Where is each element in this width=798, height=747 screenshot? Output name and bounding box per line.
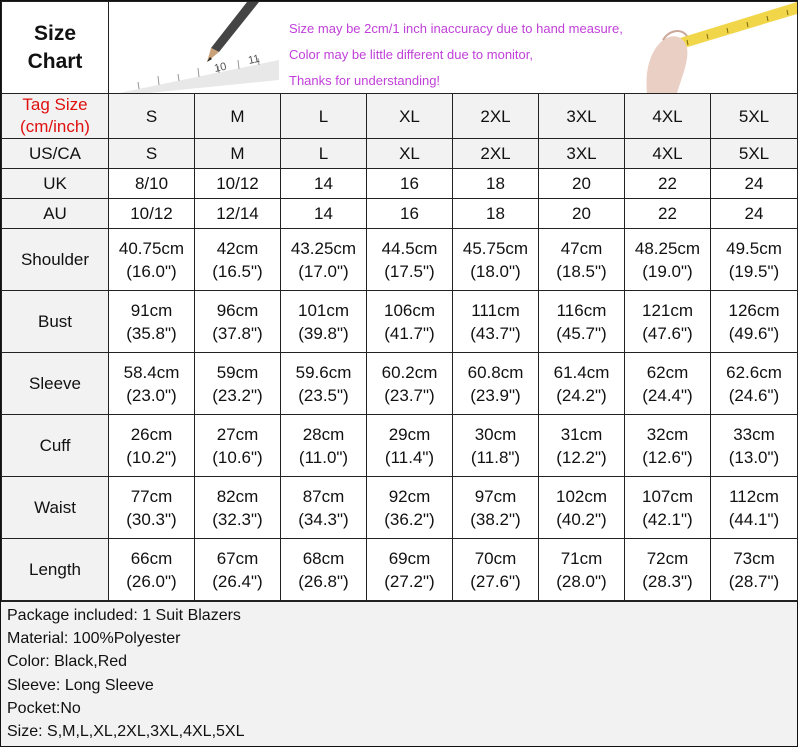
svg-text:11: 11 (247, 52, 261, 67)
tag-size-label (2, 94, 109, 139)
inch-value: (24.2") (556, 385, 607, 405)
cm-value: 111cm (471, 300, 520, 320)
measure-cell (711, 477, 798, 539)
cm-value: 32cm (646, 424, 689, 444)
inch-value: (36.2") (384, 509, 435, 529)
au-cell: 12/14 (195, 199, 281, 229)
cm-value: 97cm (474, 486, 517, 506)
measure-cell (625, 353, 711, 415)
inch-value: (24.6") (728, 385, 780, 405)
cm-value: 31cm (560, 424, 603, 444)
sizes-text: Size: S,M,L,XL,2XL,3XL,4XL,5XL (7, 723, 245, 741)
inch-value: (42.1") (642, 509, 693, 529)
measure-cell (281, 291, 367, 353)
package-included-text: Package included: 1 Suit Blazers (7, 607, 241, 624)
cm-value: 72cm (646, 548, 689, 568)
au-row (2, 199, 798, 229)
measure-cell (109, 229, 195, 291)
cm-value: 62cm (646, 362, 689, 382)
measure-cell (367, 353, 453, 415)
tag-size-cell: 4XL (625, 94, 711, 139)
inch-value: (23.5") (298, 385, 349, 405)
inch-value: (37.8") (212, 323, 263, 343)
au-cell: 24 (711, 199, 798, 229)
bust-row (2, 291, 798, 353)
cm-value: 87cm (302, 486, 345, 506)
cm-value: 26cm (130, 424, 173, 444)
cm-value: 67cm (216, 548, 259, 568)
inch-value: (28.0") (556, 571, 607, 591)
cm-value: 27cm (216, 424, 259, 444)
tag-size-row (2, 94, 798, 139)
shoulder-label: Shoulder (2, 229, 109, 291)
material-text: Material: 100%Polyester (7, 630, 181, 648)
sleeve-row (2, 353, 798, 415)
cm-value: 29cm (388, 424, 431, 444)
cm-value: 62.6cm (726, 362, 782, 382)
inch-value: (40.2") (556, 509, 607, 529)
svg-text:10: 10 (213, 60, 228, 75)
measure-cell (195, 229, 281, 291)
inch-value: (38.2") (470, 509, 521, 529)
inch-value: (41.7") (384, 323, 435, 343)
inch-value: (12.6") (642, 447, 693, 467)
size-chart-title (2, 2, 109, 94)
uk-cell: 14 (281, 169, 367, 199)
measure-cell (711, 229, 798, 291)
cm-value: 107cm (641, 486, 694, 506)
cm-value: 30cm (474, 424, 517, 444)
cm-value: 59cm (216, 362, 259, 382)
measure-cell (453, 229, 539, 291)
inch-value: (11.8") (470, 447, 521, 467)
tag-size-cell: M (195, 94, 281, 139)
cm-value: 44.5cm (381, 238, 438, 258)
note-line-3: Thanks for understanding! (289, 73, 441, 88)
cuff-label: Cuff (2, 415, 109, 477)
measure-cell (367, 539, 453, 601)
pocket-text: Pocket:No (7, 699, 81, 717)
inch-value: (11.0") (298, 447, 349, 467)
measure-cell (453, 291, 539, 353)
tag-size-cell: 3XL (539, 94, 625, 139)
inch-value: (16.0") (126, 261, 177, 281)
cm-value: 73cm (733, 548, 775, 568)
uk-cell: 18 (453, 169, 539, 199)
cm-value: 59.6cm (295, 362, 352, 382)
cm-value: 40.75cm (118, 238, 185, 258)
cuff-row (2, 415, 798, 477)
size-table (1, 1, 798, 601)
measure-cell (711, 291, 798, 353)
waist-row (2, 477, 798, 539)
uk-cell: 10/12 (195, 169, 281, 199)
inch-value: (30.3") (126, 509, 177, 529)
measure-cell (453, 353, 539, 415)
inch-value: (28.7") (728, 571, 780, 591)
inch-value: (16.5") (212, 261, 263, 281)
cm-value: 82cm (216, 486, 259, 506)
sleeve-text: Sleeve: Long Sleeve (7, 676, 154, 694)
cm-value: 96cm (216, 300, 259, 320)
cm-value: 116cm (556, 300, 607, 320)
inch-value: (23.0") (126, 385, 177, 405)
waist-label: Waist (2, 477, 109, 539)
au-cell: 22 (625, 199, 711, 229)
us-ca-cell: 5XL (711, 139, 798, 169)
color-text: Color: Black,Red (7, 653, 128, 671)
measure-cell (625, 477, 711, 539)
pencil-ruler-illustration (119, 2, 279, 93)
inch-value: (27.2") (384, 571, 435, 591)
inch-value: (28.3") (642, 571, 693, 591)
measure-cell (281, 477, 367, 539)
measure-cell (109, 353, 195, 415)
tag-size-cell: 2XL (453, 94, 539, 139)
inch-value: (23.7") (384, 385, 435, 405)
measure-cell (367, 291, 453, 353)
au-cell: 16 (367, 199, 453, 229)
cm-value: 126cm (728, 300, 780, 320)
measure-cell (539, 353, 625, 415)
measure-cell (711, 539, 798, 601)
inch-value: (23.9") (470, 385, 521, 405)
cm-value: 49.5cm (726, 238, 782, 258)
au-cell: 14 (281, 199, 367, 229)
inch-value: (39.8") (298, 323, 349, 343)
tag-size-cell: 5XL (711, 94, 798, 139)
measure-cell (539, 415, 625, 477)
title-line-1: Size (33, 21, 77, 45)
measure-cell (711, 353, 798, 415)
cm-value: 102cm (555, 486, 608, 506)
tag-size-cell: L (281, 94, 367, 139)
measure-cell (453, 415, 539, 477)
us-ca-cell: M (195, 139, 281, 169)
us-ca-cell: 4XL (625, 139, 711, 169)
measure-cell (195, 353, 281, 415)
inch-value: (43.7") (470, 323, 521, 343)
measure-cell (367, 477, 453, 539)
cm-value: 43.25cm (290, 238, 357, 258)
measure-cell (539, 477, 625, 539)
inch-value: (19.0") (642, 261, 693, 281)
us-ca-cell: 3XL (539, 139, 625, 169)
cm-value: 28cm (302, 424, 345, 444)
measure-cell (453, 477, 539, 539)
cm-value: 71cm (560, 548, 603, 568)
measure-cell (109, 291, 195, 353)
measure-cell (625, 291, 711, 353)
measure-cell (539, 291, 625, 353)
length-row (2, 539, 798, 601)
cm-value: 60.8cm (467, 362, 524, 382)
measurement-note-banner (109, 2, 798, 94)
note-line-1: Size may be 2cm/1 inch inaccuracy due to hand measure, (289, 21, 623, 36)
inch-value: (10.2") (126, 447, 177, 467)
measure-cell (625, 229, 711, 291)
us-ca-cell: 2XL (453, 139, 539, 169)
shoulder-row (2, 229, 798, 291)
measure-cell (453, 539, 539, 601)
measure-cell (195, 291, 281, 353)
inch-value: (17.0") (298, 261, 349, 281)
inch-value: (11.4") (384, 447, 435, 467)
measure-cell (281, 229, 367, 291)
tag-size-cell: S (109, 94, 195, 139)
cm-value: 112cm (729, 486, 779, 506)
hand-tape-measure-illustration (627, 2, 797, 93)
measure-cell (539, 229, 625, 291)
au-cell: 20 (539, 199, 625, 229)
cm-value: 47cm (560, 238, 603, 258)
sleeve-label: Sleeve (2, 353, 109, 415)
us-ca-cell: L (281, 139, 367, 169)
cm-value: 106cm (383, 300, 436, 320)
cm-value: 60.2cm (381, 362, 438, 382)
inch-value: (26.4") (212, 571, 263, 591)
uk-cell: 22 (625, 169, 711, 199)
cm-value: 69cm (388, 548, 431, 568)
tag-size-cell: XL (367, 94, 453, 139)
length-label: Length (2, 539, 109, 601)
inch-value: (23.2") (212, 385, 263, 405)
inch-value: (24.4") (642, 385, 693, 405)
measure-cell (195, 415, 281, 477)
inch-value: (49.6") (728, 323, 780, 343)
us-ca-label: US/CA (2, 139, 109, 169)
title-line-2: Chart (27, 49, 83, 73)
measure-cell (281, 415, 367, 477)
inch-value: (32.3") (212, 509, 263, 529)
inch-value: (10.6") (212, 447, 263, 467)
measure-cell (367, 229, 453, 291)
cm-value: 48.25cm (634, 238, 701, 258)
cm-value: 61.4cm (553, 362, 610, 382)
measure-cell (711, 415, 798, 477)
inch-value: (13.0") (728, 447, 780, 467)
tag-size-label-line-2: (cm/inch) (20, 117, 90, 136)
au-label: AU (2, 199, 109, 229)
inch-value: (45.7") (556, 323, 607, 343)
inch-value: (44.1") (728, 509, 780, 529)
uk-cell: 20 (539, 169, 625, 199)
uk-row (2, 169, 798, 199)
inch-value: (26.0") (126, 571, 177, 591)
measure-cell (539, 539, 625, 601)
cm-value: 70cm (474, 548, 517, 568)
inch-value: (12.2") (556, 447, 607, 467)
cm-value: 77cm (130, 486, 173, 506)
inch-value: (17.5") (384, 261, 435, 281)
cm-value: 121cm (641, 300, 694, 320)
uk-cell: 24 (711, 169, 798, 199)
measure-cell (625, 539, 711, 601)
cm-value: 92cm (388, 486, 431, 506)
inch-value: (34.3") (298, 509, 349, 529)
us-ca-cell: XL (367, 139, 453, 169)
uk-label: UK (2, 169, 109, 199)
product-info-panel (1, 601, 797, 746)
measure-cell (195, 539, 281, 601)
measurement-notes (289, 16, 623, 94)
measure-cell (109, 477, 195, 539)
tag-size-label-line-1: Tag Size (22, 95, 88, 114)
cm-value: 91cm (130, 300, 173, 320)
uk-cell: 16 (367, 169, 453, 199)
measure-cell (625, 415, 711, 477)
cm-value: 45.75cm (462, 238, 529, 258)
cm-value: 58.4cm (123, 362, 180, 382)
au-cell: 18 (453, 199, 539, 229)
inch-value: (18.0") (470, 261, 521, 281)
inch-value: (35.8") (126, 323, 177, 343)
measure-cell (367, 415, 453, 477)
cm-value: 68cm (302, 548, 345, 568)
au-cell: 10/12 (109, 199, 195, 229)
uk-cell: 8/10 (109, 169, 195, 199)
inch-value: (26.8") (298, 571, 349, 591)
inch-value: (19.5") (728, 261, 780, 281)
inch-value: (47.6") (642, 323, 693, 343)
note-line-2: Color may be little different due to monitor, (289, 47, 533, 62)
inch-value: (27.6") (470, 571, 521, 591)
bust-label: Bust (2, 291, 109, 353)
cm-value: 33cm (733, 424, 775, 444)
header-row (2, 2, 798, 94)
measure-cell (281, 539, 367, 601)
measure-cell (281, 353, 367, 415)
cm-value: 42cm (216, 238, 259, 258)
us-ca-cell: S (109, 139, 195, 169)
measure-cell (195, 477, 281, 539)
cm-value: 66cm (130, 548, 173, 568)
cm-value: 101cm (297, 300, 350, 320)
us-ca-row (2, 139, 798, 169)
inch-value: (18.5") (556, 261, 607, 281)
measure-cell (109, 415, 195, 477)
measure-cell (109, 539, 195, 601)
